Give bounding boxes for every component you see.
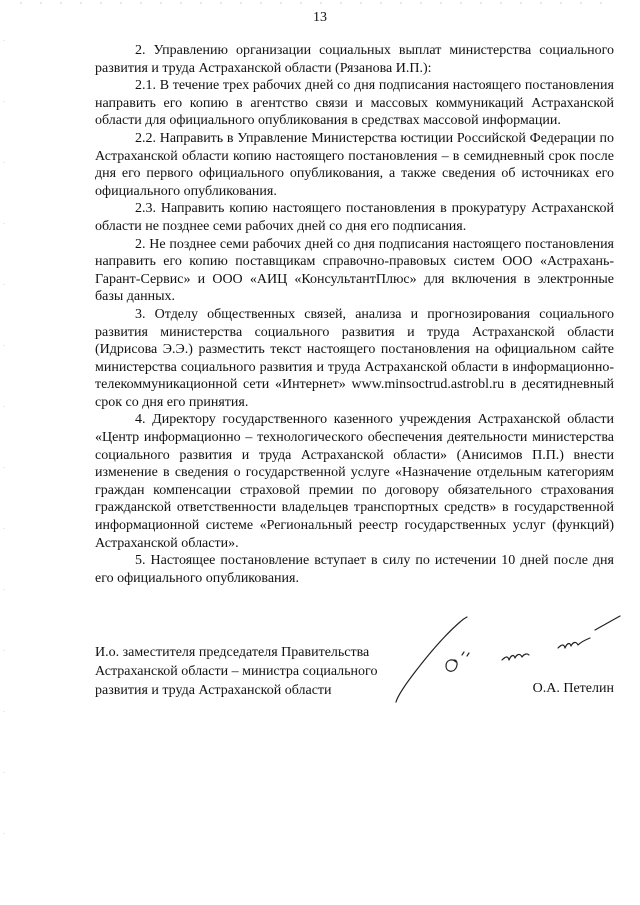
scan-artifact-left: [2, 40, 6, 860]
signatory-title-line: Астраханской области – министра социального: [95, 664, 378, 679]
signatory-name: О.А. Петелин: [532, 681, 614, 696]
paragraph-4: 4. Директору государственного казенного учреждения Астраханской области «Центр информационно – технологического обеспечения деятельности министерства социального развития и труда Астраханской области» (Анисимов П.П.) внести изменение в сведения о государственной услуге «Назначение отдельным категориям граждан компенсации страховой премии по договору обязательного страхования гражданской ответственности владельцев транспортных средств» в государственной информационной системе «Региональный реестр государственных услуг (функций) Астраханской области».: [95, 412, 614, 551]
paragraph-2-3: 2.3. Направить копию настоящего постановления в прокуратуру Астраханской области не позднее семи рабочих дней со дня его подписания.: [95, 201, 614, 234]
paragraph-2-2: 2.2. Направить в Управление Министерства юстиции Российской Федерации по Астраханской области копию настоящего постановления – в семидневный срок после дня его первого официального опубликования, а также сведения об источниках его официального опубликования.: [95, 130, 614, 199]
signatory-title-line: развития и труда Астраханской области: [95, 683, 332, 698]
paragraph-3: 3. Отделу общественных связей, анализа и прогнозирования социального развития министерства социального развития и труда Астраханской области (Идрисова Э.Э.) разместить текст настоящего постановления на официальном сайте министерства социального развития и труда Астраханской области в информационно-телекоммуникационной сети «Интернет» www.minsoctrud.astrobl.ru в десятидневный срок со дня его принятия.: [95, 306, 614, 410]
scan-artifact-top: [20, 2, 620, 5]
page-number: 13: [313, 10, 327, 25]
signatory-title-line: И.о. заместителя председателя Правительства: [95, 645, 370, 660]
paragraph-2-dup: 2. Не позднее семи рабочих дней со дня подписания настоящего постановления направить его копию поставщикам справочно-правовых систем ООО «Астрахань-Гарант-Сервис» и ООО «АИЦ «КонсультантПлюс» для включения в электронные базы данных.: [95, 236, 614, 305]
handwritten-signature: [390, 600, 625, 710]
signatory-title: [95, 643, 415, 700]
paragraph-2-1: 2.1. В течение трех рабочих дней со дня подписания настоящего постановления направить его копию в агентство связи и массовых коммуникаций Астраханской области для официального опубликования в средствах массовой информации.: [95, 78, 614, 129]
paragraph-2: 2. Управлению организации социальных выплат министерства социального развития и труда Астраханской области (Рязанова И.П.):: [95, 43, 614, 76]
paragraph-5: 5. Настоящее постановление вступает в силу по истечении 10 дней после дня его официального опубликования.: [95, 553, 614, 586]
document-body: [95, 42, 614, 587]
